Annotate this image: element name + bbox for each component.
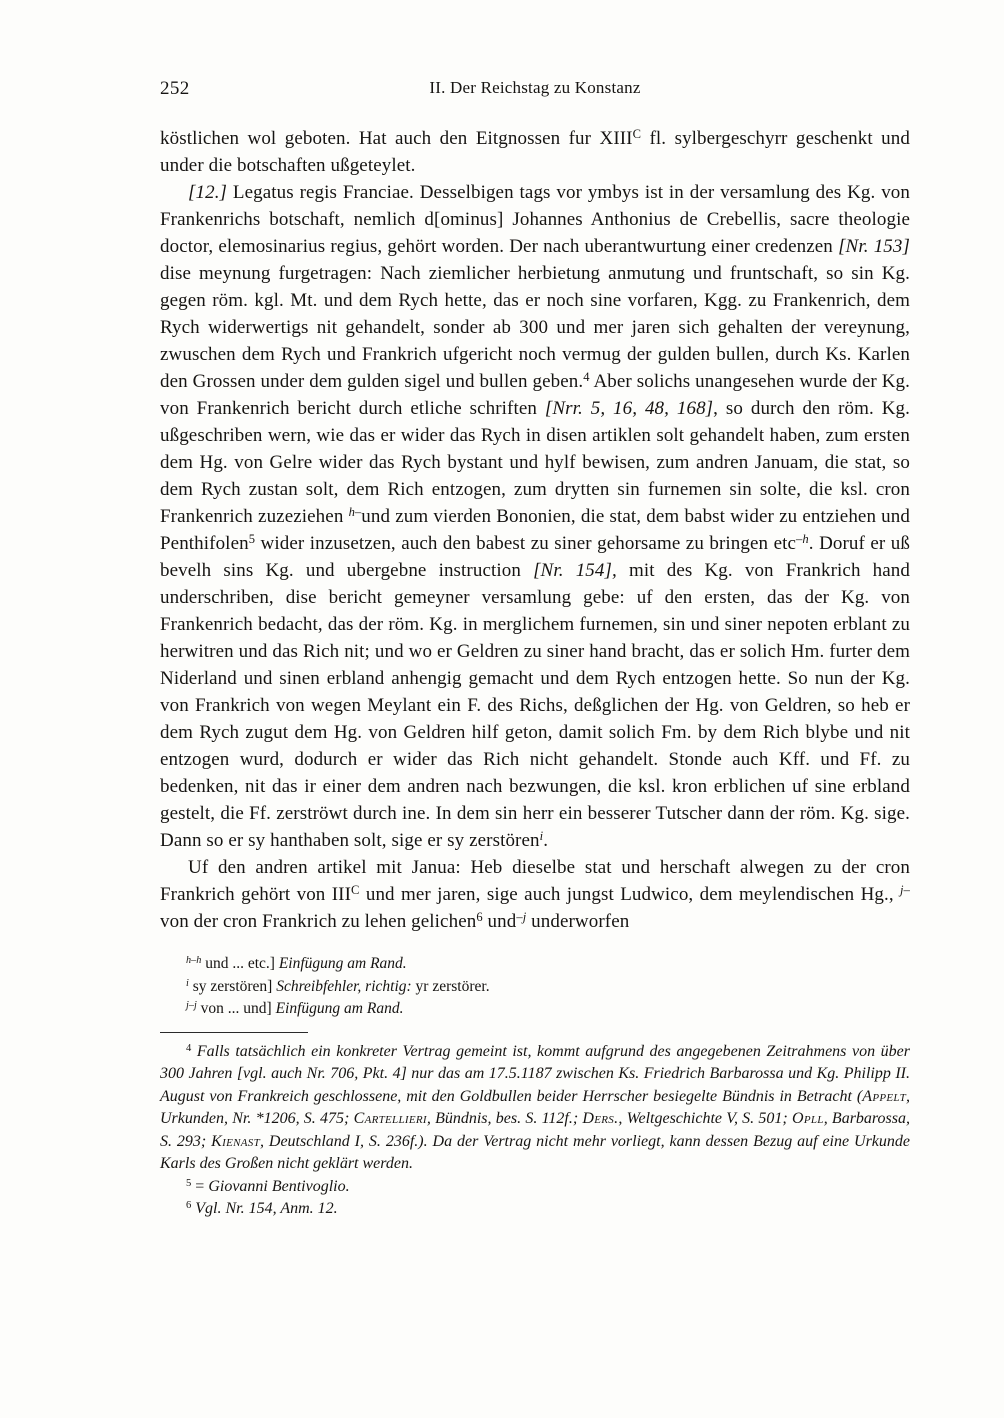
page-number: 252 <box>160 78 190 99</box>
footnote-5: $^5$ = Giovanni Bentivoglio. <box>186 1177 350 1195</box>
footnote-4: $^4$ Falls tatsächlich ein konkreter Vertrag gemeint ist, kommt aufgrund des angegebenen Zeitrahmens von über 300 Jahren [vgl. auch Nr. 706, Pkt. 4] nur das am 17.5.1187 zwischen Ks. Friedrich Barbarossa und Kg. Philipp II. August von Frankreich geschlossene, mit den Goldbullen beider Herrscher besiegelte Bündnis in Betracht (Appelt, Urkunden, Nr. *1206, S. 475; Cartellieri, Bündnis, bes. S. 112f.; Ders., Weltgeschichte V, S. 501; Opll, Barbarossa, S. 293; Kienast, Deutschland I, S. 236f.). Da der Vertrag nicht mehr vorliegt, kann dessen Bezug auf eine Urkunde Karls des Großen nicht geklärt werden. <box>160 1042 911 1172</box>
textual-apparatus <box>160 953 910 1021</box>
body-paragraph-continuation: köstlichen wol geboten. Hat auch den Eitgnossen fur $XIII^C$ fl. sylbergeschyrr geschenkt und under die botschaften ußgeteylet. <box>160 127 910 176</box>
running-head-title: II. Der Reichstag zu Konstanz <box>429 78 641 97</box>
body-paragraph-janua: Uf den andren artikel mit Janua: Heb dieselbe stat und herschaft alwegen zu der cron Frankrich gehört von $III^C$ und mer jaren, sige auch jungst Ludwico, dem meylendischen Hg., $^{j-}$von der cron Frankrich zu lehen gelichen$^6$ und$^{-j}$ underworfen <box>160 857 910 932</box>
main-text-block <box>160 125 910 935</box>
body-paragraph-12: [12.] Legatus regis Franciae. Desselbigen tags vor ymbys ist in der versamlung des Kg. von Frankenrichs botschaft, nemlich d[ominus] Johannes Anthonius de Crebellis, sacre theologie doctor, elemosinarius regius, gehört worden. Der nach uberantwurtung einer credenzen [Nr. 153] dise meynung furgetragen: Nach ziemlicher herbietung anmutung und fruntschaft, so sin Kg. gegen röm. kgl. Mt. und dem Rych hette, das er noch sine vorfaren, Kgg. zu Frankenrich, dem Rych widerwertigs nit gehandelt, sonder ab 300 und mer jaren sich gehalten der vereynung, zwuschen dem Rych und Frankrich ufgericht noch vermug der gulden bullen, durch Ks. Karlen den Grossen under dem gulden sigel und bullen geben.$^4$ Aber solichs unangesehen wurde der Kg. von Frankenrich bericht durch etliche schriften [Nrr. 5, 16, 48, 168], so durch den röm. Kg. ußgeschriben wern, wie das er wider das Rych in disen artiklen solt gehandelt haben, zum ersten dem Hg. von Gelre wider das Rych bystant und hylf bewisen, zum andren Januam, die stat, so dem Rych zustan solt, dem Rich entzogen, zum drytten sin furnemen sin solte, die ksl. cron Frankenrich zuzeziehen $^{h-}$und zum vierden Bononien, die stat, dem babst wider zu entziehen und Penthifolen$^5$ wider inzusetzen, auch den babest zu siner gehorsame zu bringen etc$^{-h}$. Doruf er uß bevelh sins Kg. und ubergebne instruction [Nr. 154], mit des Kg. von Frankrich hand underschriben, dise bericht gemeyner versamlung gebe: uf den ersten, das der Kg. von Frankenrich bedacht, das der röm. Kg. in merglichem furnemen, sin und siner nepoten erblant zu herwitren und das Rich nit; und wo er Geldren zu siner hand bracht, das er solich Hm. furter dem Niderland und sinen erbland anhengig gemacht und dem Rych entzogen hette. So nun der Kg. von Frankrich von wegen Meylant ein F. des Richs, deßglichen der Hg. von Geldren, so heb er dem Rych zugut dem Hg. von Geldren hilf geton, damit solich Fm. by dem Rich blybe und nit entzogen wurd, dodurch er wider das Rich nicht gehandelt. Stonde auch Kff. und Ff. zu bedenken, nit das ir einer dem andren nach bezwungen, die ksl. kron erblichen uf sine erbland gestelt, die Ff. zerströwt durch ine. In dem sin herr ein besserer Tutscher dann der röm. Kg. sige. Dann so er sy hanthaben solt, sige er sy zerstören$^i$. <box>160 182 911 851</box>
running-header <box>160 78 910 104</box>
apparatus-note-i: $^i$ sy zerstören] Schreibfehler, richtig: yr zerstörer. <box>186 977 490 995</box>
apparatus-note-h: $^{h-h}$ und ... etc.] Einfügung am Rand. <box>186 955 407 972</box>
footnotes-block <box>160 1041 910 1221</box>
footnote-6: $^6$ Vgl. Nr. 154, Anm. 12. <box>186 1200 338 1217</box>
footnote-divider <box>160 1032 308 1033</box>
apparatus-note-j: $^{j-j}$ von ... und] Einfügung am Rand. <box>186 1000 404 1017</box>
